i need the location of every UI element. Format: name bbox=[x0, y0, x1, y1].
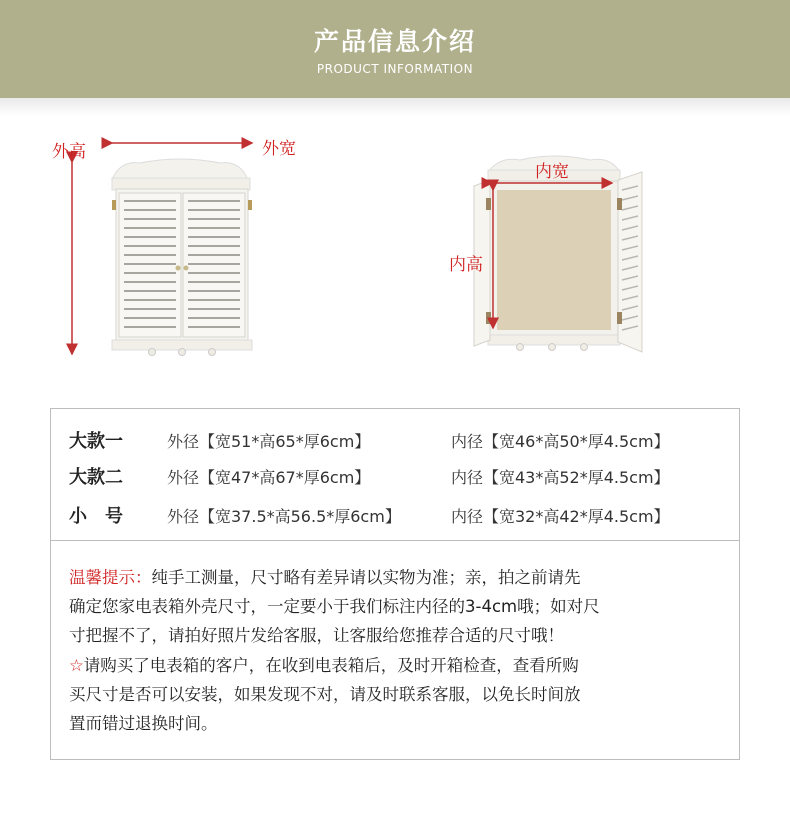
outer-width-label: 外宽 bbox=[262, 139, 296, 159]
product-illustrations bbox=[0, 0, 790, 408]
tips-box bbox=[50, 540, 740, 760]
size-name: 大款二 bbox=[69, 467, 123, 488]
inner-width-label: 内宽 bbox=[535, 162, 569, 182]
size-table bbox=[50, 408, 740, 541]
inner-size: 内径【宽43*高52*厚4.5cm】 bbox=[451, 468, 670, 487]
outer-size: 外径【宽51*高65*厚6cm】 bbox=[167, 432, 371, 451]
tip-paragraph-1 bbox=[69, 563, 729, 650]
tip-text: 买尺寸是否可以安装，如果发现不对，请及时联系客服，以免长时间放 bbox=[69, 685, 581, 704]
tip-text: 寸把握不了，请拍好照片发给客服，让客服给您推荐合适的尺寸哦！ bbox=[69, 626, 564, 645]
tip-text: 请购买了电表箱的客户，在收到电表箱后，及时开箱检查，查看所购 bbox=[83, 656, 579, 675]
outer-height-label: 外高 bbox=[52, 142, 86, 162]
outer-size: 外径【宽37.5*高56.5*厚6cm】 bbox=[167, 507, 401, 526]
inner-size: 内径【宽46*高50*厚4.5cm】 bbox=[451, 432, 670, 451]
tip-label: 温馨提示： bbox=[69, 568, 152, 587]
inner-size: 内径【宽32*高42*厚4.5cm】 bbox=[451, 507, 670, 526]
tip-paragraph-2 bbox=[69, 651, 729, 738]
outer-size: 外径【宽47*高67*厚6cm】 bbox=[167, 468, 371, 487]
open-cabinet-image bbox=[474, 156, 642, 352]
page-subtitle: PRODUCT INFORMATION bbox=[316, 62, 474, 76]
inner-height-label: 内高 bbox=[449, 255, 483, 275]
size-name: 小 号 bbox=[69, 506, 123, 527]
size-name: 大款一 bbox=[69, 431, 123, 452]
closed-cabinet-image bbox=[112, 159, 252, 356]
tip-text: 纯手工测量，尺寸略有差异请以实物为准；亲，拍之前请先 bbox=[151, 568, 581, 587]
page-title: 产品信息介绍 bbox=[313, 27, 476, 56]
star-icon: ☆ bbox=[69, 656, 84, 675]
tip-text: 确定您家电表箱外壳尺寸，一定要小于我们标注内径的3-4cm哦；如对尺 bbox=[69, 597, 600, 616]
tip-text: 置而错过退换时间。 bbox=[69, 714, 218, 733]
